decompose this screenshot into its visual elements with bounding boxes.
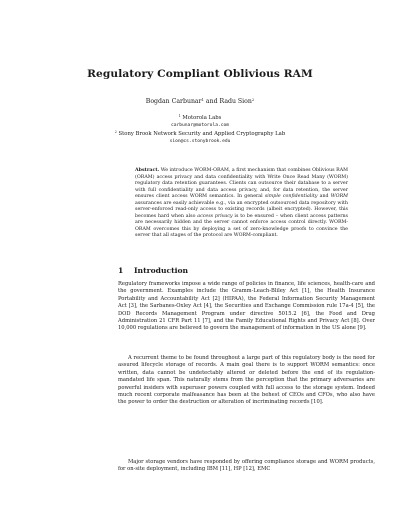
body-paragraph: Major storage vendors have responded by offering compliance storage and WORM products, for on-site deployment, including IBM [11], HP [12], EMC	[118, 459, 375, 473]
affiliation	[0, 115, 400, 129]
affiliation-mark: 2	[251, 98, 255, 102]
abstract-text: is to be ensured – when client access patterns are necessarily hidden and the server cannot enforce access control directly. WORM-ORAM overcomes this by deploying a set of zero-knowledge proofs to convince the server that all stages of the protocol are WORM-compliant.	[135, 213, 348, 239]
abstract-emphasis: access privacy	[197, 213, 233, 219]
author-separator: and	[203, 98, 220, 105]
paper-title: Regulatory Compliant Oblivious RAM	[87, 68, 313, 80]
affiliation-name: Stony Brook Network Security and Applied Cryptography Lab	[118, 131, 286, 137]
author-name: Bogdan Carbunar	[145, 98, 202, 105]
body-paragraph: Regulatory frameworks impose a wide range of policies in finance, life sciences, health-care and the government. Examples include the Gramm-Leach-Bliley Act [1], the Health Insurance Portability and Accountability Act [2] (HIPAA), the Federal Information Security Management Act [3], the Sarbanes-Oxley Act [4], the Securities and Exchange Commission rule 17a-4 [5], the DOD Records Management Program under directive 5015.2 [6], the Food and Drug Administration 21 CFR Part 11 [7], and the Family Educational Rights and Privacy Act [8]. Over 10,000 regulations are believed to govern the management of information in the US alone [9].	[118, 281, 375, 332]
affiliation-email: carbunar@motorola.com	[170, 123, 230, 128]
section-heading	[118, 266, 188, 275]
body-paragraph: A recurrent theme to be found throughout a large part of this regulatory body is the need for assured lifecycle storage of records. A main goal there is to support WORM semantics: once written, data cannot be undetectably altered or deleted before the end of its regulation-mandated life span. This naturally stems from the perception that the primary adversaries are powerful insiders with superuser powers coupled with full access to the storage system. Indeed much recent corporate malfeasance has been at the behest of CEOs and CFOs, who also have the power to order the destruction or alteration of incriminating records [10].	[118, 355, 375, 406]
abstract-emphasis: simple confidentiality	[264, 194, 318, 200]
abstract	[135, 168, 348, 240]
abstract-text: assurances are easily achievable e.g., via an encrypted outsourced data repository with server-enforced read-only access to existing records (albeit encrypted). However, this becomes hard when also	[135, 200, 348, 219]
abstract-emphasis: WORM	[330, 194, 349, 200]
affiliation-email: sion@cs.stonybrook.edu	[169, 139, 231, 144]
affiliation-mark: 2	[114, 130, 117, 134]
affiliation-mark: 1	[178, 114, 181, 118]
abstract-label: Abstract.	[135, 168, 160, 173]
section-number: 1	[118, 266, 124, 275]
author-line	[0, 98, 400, 105]
affiliation-mark: 1	[201, 98, 204, 102]
section-title: Introduction	[134, 266, 189, 275]
affiliation-name: Motorola Labs	[182, 115, 222, 121]
affiliation	[0, 131, 400, 145]
author-name: Radu Sion	[219, 98, 252, 105]
abstract-text: We introduce WORM-ORAM, a first mechanism that combines Oblivious RAM (ORAM) access privacy and data confidentiality with Write Once Read Many (WORM) regulatory data retention guarantees. Clients can outsource their database to a server with full confidentiality and data access privacy, and, for data retention, the server ensures client access WORM semantics. In general	[135, 168, 349, 200]
abstract-text: and	[317, 194, 331, 200]
